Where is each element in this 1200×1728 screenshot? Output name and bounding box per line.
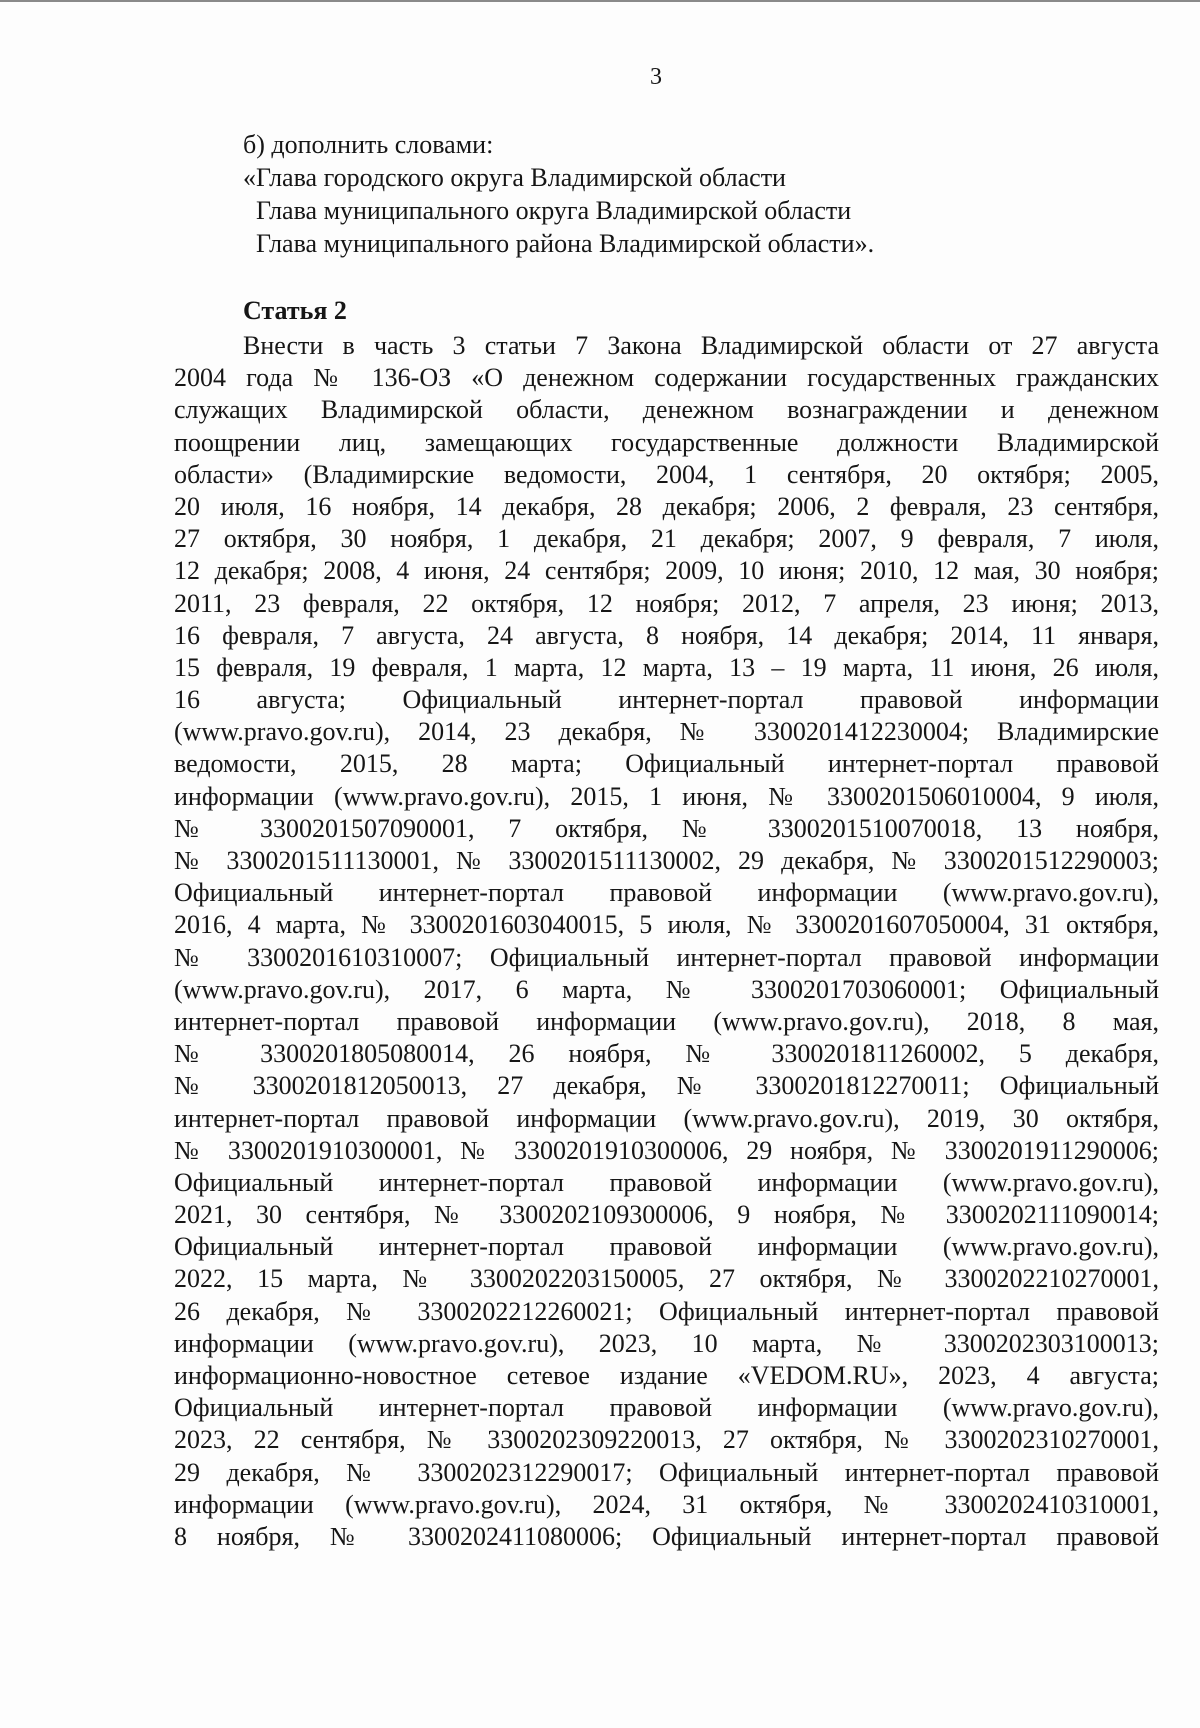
article-text-line: интернет-портал правовой информации (www.pravo.gov.ru), 2018, 8 мая,: [174, 1006, 1159, 1036]
article-text-line: № 3300201910300001, № 3300201910300006, 29 ноября, № 3300201911290006;: [174, 1135, 1159, 1165]
article-text-line: 29 декабря, № 3300202312290017; Официальный интернет-портал правовой: [174, 1457, 1159, 1487]
article-text-line: № 3300201610310007; Официальный интернет-портал правовой информации: [174, 942, 1159, 972]
page-number: 3: [650, 64, 662, 90]
article-text-line: ведомости, 2015, 28 марта; Официальный интернет-портал правовой: [174, 749, 1159, 779]
article-text-line: № 3300201812050013, 27 декабря, № 3300201812270011; Официальный: [174, 1071, 1159, 1101]
amendment-intro: б) дополнить словами:: [243, 130, 494, 159]
article-text-line: Внести в часть 3 статьи 7 Закона Владимирской области от 27 августа: [243, 331, 1159, 360]
article-text-line: 2011, 23 февраля, 22 октября, 12 ноября; 2012, 7 апреля, 23 июня; 2013,: [174, 588, 1159, 618]
article-text-line: 27 октября, 30 ноября, 1 декабря, 21 декабря; 2007, 9 февраля, 7 июля,: [174, 524, 1159, 554]
article-text-line: № 3300201507090001, 7 октября, № 3300201510070018, 13 ноября,: [174, 813, 1159, 843]
article-text-line: области» (Владимирские ведомости, 2004, 1 сентября, 20 октября; 2005,: [174, 459, 1159, 489]
article-text-line: № 3300201805080014, 26 ноября, № 3300201811260002, 5 декабря,: [174, 1039, 1159, 1069]
article-text-line: интернет-портал правовой информации (www.pravo.gov.ru), 2019, 30 октября,: [174, 1103, 1159, 1133]
article-text-line: Официальный интернет-портал правовой информации (www.pravo.gov.ru),: [174, 878, 1159, 908]
article-text-line: 20 июля, 16 ноября, 14 декабря, 28 декабря; 2006, 2 февраля, 23 сентября,: [174, 491, 1159, 521]
amendment-block: [243, 128, 874, 260]
article-text-line: 8 ноября, № 3300202411080006; Официальный интернет-портал правовой: [174, 1521, 1159, 1551]
article-text-line: 16 февраля, 7 августа, 24 августа, 8 ноября, 14 декабря; 2014, 11 января,: [174, 620, 1159, 650]
amendment-title-line: «Глава городского округа Владимирской области: [243, 163, 786, 192]
article-text-line: 2021, 30 сентября, № 3300202109300006, 9 ноября, № 3300202111090014;: [174, 1200, 1159, 1230]
article-text-line: поощрении лиц, замещающих государственные должности Владимирской: [174, 427, 1159, 457]
article-text-line: 16 августа; Официальный интернет-портал правовой информации: [174, 685, 1159, 715]
article-text-line: 26 декабря, № 3300202212260021; Официальный интернет-портал правовой: [174, 1296, 1159, 1326]
article-text-line: информационно-новостное сетевое издание «VEDOM.RU», 2023, 4 августа;: [174, 1361, 1159, 1390]
article-text-line: № 3300201511130001, № 3300201511130002, 29 декабря, № 3300201512290003;: [174, 846, 1159, 875]
article-text-line: информации (www.pravo.gov.ru), 2015, 1 июня, № 3300201506010004, 9 июля,: [174, 781, 1159, 811]
scan-top-edge: [0, 0, 1200, 2]
article-text-line: 2016, 4 марта, № 3300201603040015, 5 июля, № 3300201607050004, 31 октября,: [174, 910, 1159, 940]
article-text-line: Официальный интернет-портал правовой информации (www.pravo.gov.ru),: [174, 1167, 1159, 1197]
article-text-line: информации (www.pravo.gov.ru), 2024, 31 октября, № 3300202410310001,: [174, 1489, 1159, 1519]
amendment-title-line: Глава муниципального округа Владимирской области: [256, 196, 852, 225]
amendment-title-line: Глава муниципального района Владимирской области».: [256, 229, 875, 258]
article-heading: Статья 2: [243, 296, 347, 325]
article-text-line: 2022, 15 марта, № 3300202203150005, 27 октября, № 3300202210270001,: [174, 1264, 1159, 1294]
article-text-line: 2004 года № 136-ОЗ «О денежном содержании государственных гражданских: [174, 363, 1159, 393]
article-text-line: информации (www.pravo.gov.ru), 2023, 10 марта, № 3300202303100013;: [174, 1328, 1159, 1358]
article-text-line: 2023, 22 сентября, № 3300202309220013, 27 октября, № 3300202310270001,: [174, 1425, 1159, 1455]
article-text-line: служащих Владимирской области, денежном вознаграждении и денежном: [174, 395, 1159, 425]
article-text-line: 12 декабря; 2008, 4 июня, 24 сентября; 2009, 10 июня; 2010, 12 мая, 30 ноября;: [174, 556, 1159, 586]
article-text-line: Официальный интернет-портал правовой информации (www.pravo.gov.ru),: [174, 1393, 1159, 1423]
article-text-line: Официальный интернет-портал правовой информации (www.pravo.gov.ru),: [174, 1232, 1159, 1262]
article-text-line: 15 февраля, 19 февраля, 1 марта, 12 марта, 13 – 19 марта, 11 июня, 26 июля,: [174, 652, 1159, 682]
article-text-line: (www.pravo.gov.ru), 2014, 23 декабря, № 3300201412230004; Владимирские: [174, 717, 1159, 747]
article-text-line: (www.pravo.gov.ru), 2017, 6 марта, № 3300201703060001; Официальный: [174, 974, 1159, 1004]
article-body: [174, 330, 1159, 1553]
